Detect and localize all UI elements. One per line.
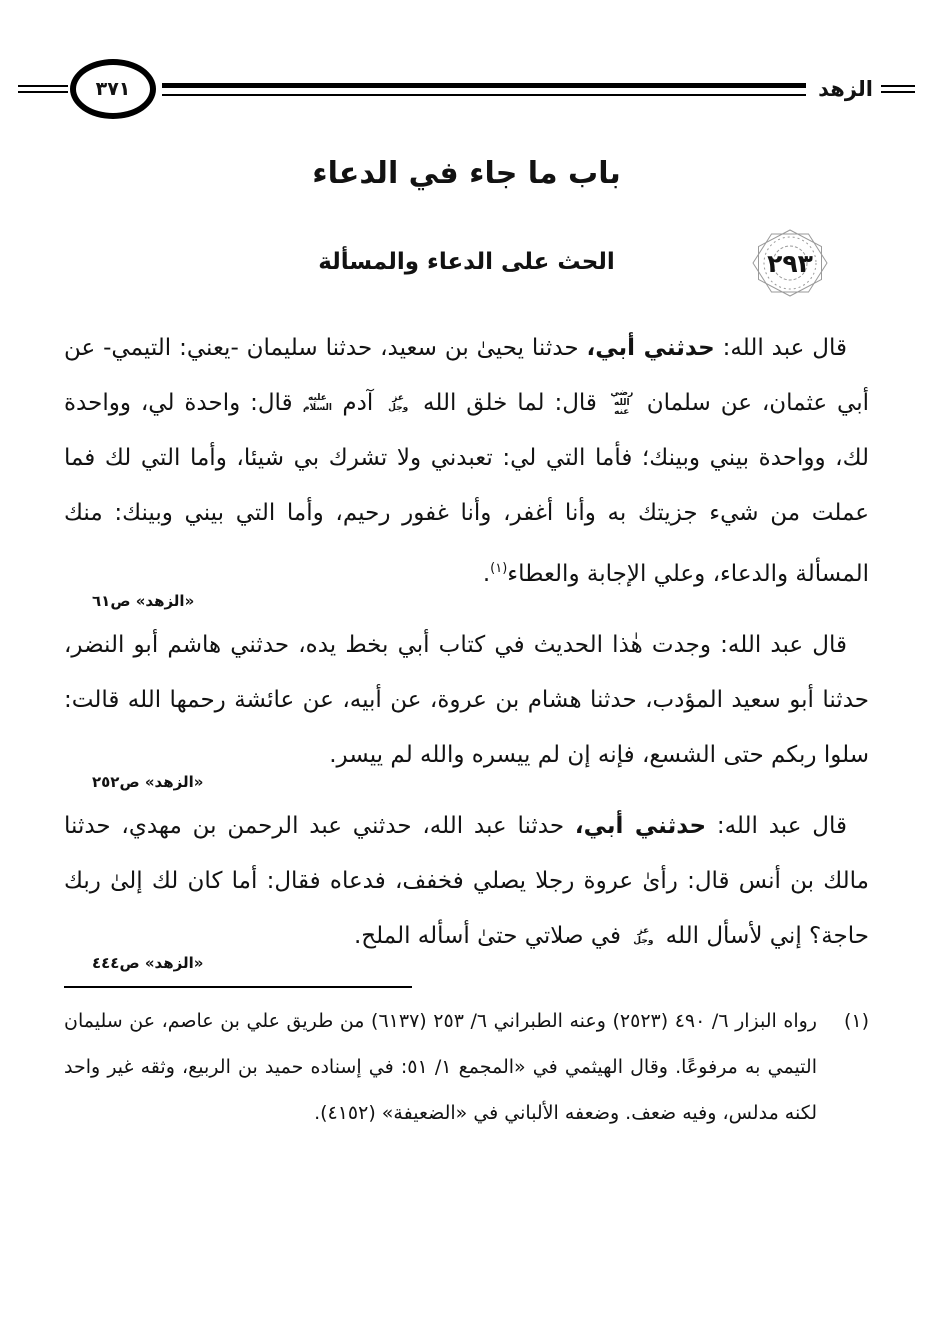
- text-segment: قال عبد الله:: [714, 335, 848, 361]
- footnote-separator: [64, 986, 412, 988]
- hadith-paragraph-2: [64, 618, 869, 783]
- source-citation-2: «الزهد» ص٢٥٢: [92, 773, 204, 791]
- honorific-ligature: عليه السلام: [302, 393, 332, 413]
- text-segment: حدثنا يحيىٰ بن سعيد، حدثنا سليمان -يعني: التيمي- عن أبي عثمان، عن سلمان: [64, 335, 869, 416]
- source-citation-3: «الزهد» ص٤٤٤: [92, 954, 204, 972]
- text-segment: حدثني أبي،: [586, 335, 715, 361]
- footnotes-section: [64, 986, 869, 1136]
- section-number-badge: [751, 227, 829, 299]
- text-segment: حدثني أبي،: [574, 813, 707, 839]
- hadith-paragraph-1: [64, 321, 869, 602]
- book-title: الزهد: [818, 77, 873, 101]
- text-segment: قال: واحدة لي، وواحدة لك، وواحدة بيني وبينك؛ فأما التي لي: تعبدني ولا تشرك بي شيئا، وأما التي لك فما عملت من شيء جزيتك به وأنا أغفر، وأنا غفور رحيم، وأما التي بيني وبينك: منك المسألة والدعاء، وعلي الإجابة والعطاء: [64, 390, 869, 587]
- text-segment: حدثنا عبد الله، حدثني عبد الرحمن بن مهدي، حدثنا مالك بن أنس قال: رأىٰ عروة رجلا يصلي فخفف، فدعاه فقال: أما كان لك إلىٰ ربك حاجة؟ إني لأسأل الله: [64, 813, 869, 949]
- text-segment: في صلاتي حتىٰ أسأله الملح.: [354, 923, 629, 949]
- section-heading: الحث على الدعاء والمسألة: [318, 249, 615, 275]
- page-header: [18, 0, 915, 120]
- footnote-text: رواه البزار ٦/ ٤٩٠ (٢٥٢٣) وعنه الطبراني ٦/ ٢٥٣ (٦١٣٧) من طريق علي بن عاصم، عن سليمان التيمي به مرفوعًا. وقال الهيثمي في «المجمع ١/ ٥١: في إسناده حميد بن الربيع، وثقه غير واحد لكنه مدلس، وفيه ضعف. وضعفه الألباني في «الضعيفة» (٤١٥٢).: [64, 1010, 817, 1124]
- footnote-reference: (١): [490, 561, 508, 576]
- hadith-text-block: [64, 321, 869, 972]
- page-number: ٣٧١: [95, 78, 131, 100]
- chapter-title: باب ما جاء في الدعاء: [312, 156, 621, 191]
- header-rule-center: [162, 83, 806, 96]
- honorific-ligature: رضي الله عنه: [610, 388, 634, 418]
- header-rule-left: [18, 85, 68, 93]
- rosette-ornament-icon: [751, 227, 829, 299]
- honorific-ligature: عز وجل: [388, 393, 409, 413]
- source-citation-1: «الزهد» ص٦١: [92, 592, 195, 610]
- text-segment: قال عبد الله: وجدت هٰذا الحديث في كتاب أبي بخط يده، حدثني هاشم أبو النضر، حدثنا أبو سعيد المؤدب، حدثنا هشام بن عروة، عن أبيه، عن عائشة رحمها الله قالت: سلوا ربكم حتى الشسع، فإنه إن لم ييسره والله لم ييسر.: [64, 632, 869, 768]
- footnote-1: [64, 998, 869, 1136]
- section-heading-row: [64, 233, 869, 305]
- honorific-ligature: عز وجل: [633, 926, 654, 946]
- text-segment: قال: لما خلق الله: [413, 390, 607, 416]
- text-segment: قال عبد الله:: [706, 813, 847, 839]
- hadith-paragraph-3: [64, 799, 869, 964]
- header-rule-right: [881, 85, 915, 93]
- text-segment: آدم: [332, 390, 384, 416]
- footnote-marker: (١): [843, 1010, 869, 1032]
- page-content: [0, 156, 933, 1136]
- text-segment: .: [482, 561, 491, 587]
- page-number-badge: [70, 59, 156, 119]
- section-number: ٢٩٣: [767, 249, 813, 278]
